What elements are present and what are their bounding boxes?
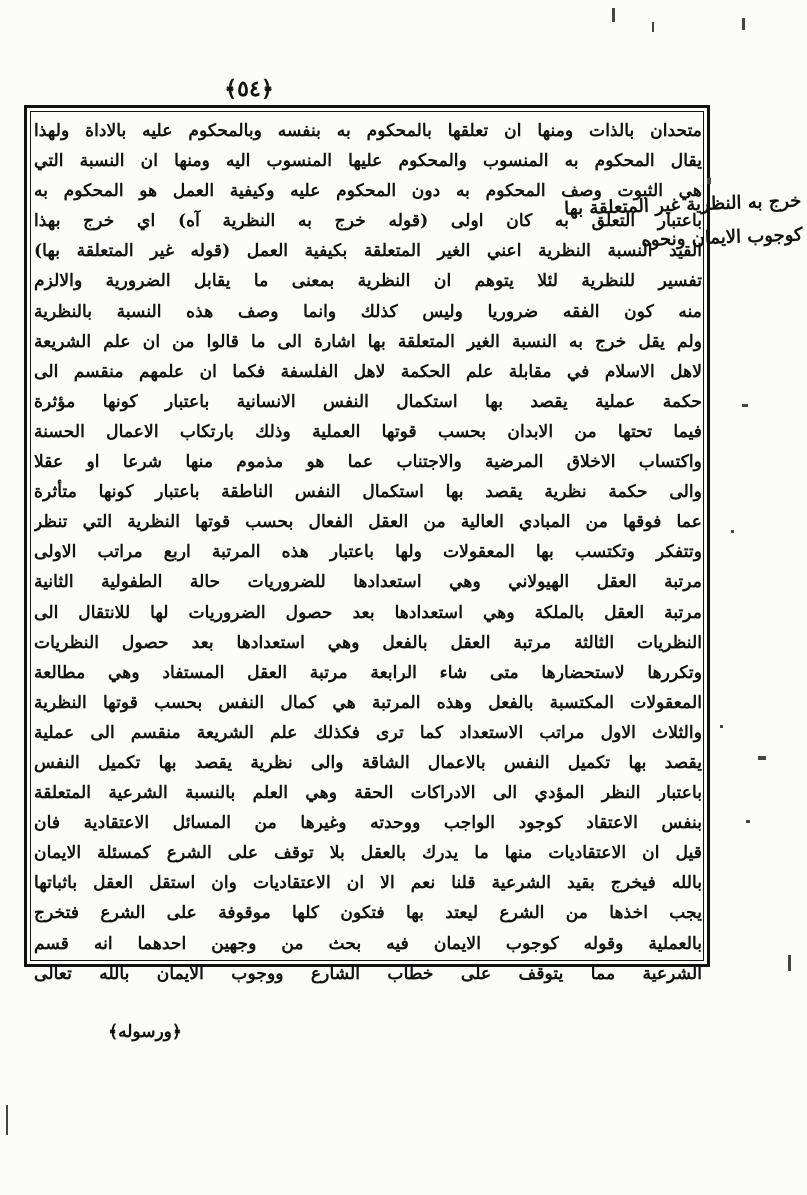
text-line: فيما تحتها من الابدان بحسب قوتها العملية وذلك بارتكاب الاعمال الحسنة [34, 421, 702, 442]
page-number: ﴿٥٤﴾ [224, 76, 274, 102]
text-line: يقال المحكوم به المنسوب والمحكوم عليها المنسوب اليه ومنها ان النسبة التي [34, 151, 702, 172]
catchword: ﴿ورسوله﴾ [108, 1022, 182, 1042]
scan-speck [731, 530, 734, 533]
text-line: تفسير للنظرية لئلا يتوهم ان النظرية بمعنى ما يقابل الضرورية والالزم [34, 271, 702, 292]
text-line: منه كون الفقه ضروريا وليس كذلك وانما وصف هذه النسبة بالنظرية [34, 301, 702, 322]
scan-speck [6, 1105, 8, 1135]
text-line: وتتفكر وتكتسب بها المعقولات ولها باعتبار هذه المرتبة اربع مراتب الاولى [34, 542, 702, 563]
margin-note [563, 184, 803, 259]
text-line: واكتساب الاخلاق المرضية والاجتناب عما هو مذموم منها شرعا او عقلا [34, 452, 702, 473]
text-line: باعتبار التعلق به كان اولى (قوله خرج به النظرية آه) اي خرج بهذا [34, 211, 702, 232]
text-line: والى حكمة نظرية يقصد بها استكمال النفس الناطقة باعتبار كونها متأثرة [34, 482, 702, 503]
scan-speck [707, 178, 711, 184]
text-line: بالله فيخرج بقيد الشرعية قلنا نعم الا ان الاعتقاديات وان استقل العقل باثباتها [34, 873, 702, 894]
text-line: عما فوقها من المبادي العالية من العقل الفعال بحسب قوتها النظرية التي تنظر [34, 512, 702, 533]
margin-note-line: خرج به النظرية غير المتعلقة بها [563, 190, 802, 220]
margin-note-line: كوجوب الايمان ونحوه [641, 224, 803, 251]
text-line: هي الثبوت وصف المحكوم به دون المحكوم عليه وكيفية العمل هو المحكوم به [34, 181, 702, 202]
text-line: حكمة عملية يقصد بها استكمال النفس الانسانية باعتبار كونها مؤثرة [34, 391, 702, 412]
text-line: يجب اخذها من الشرع ليعتد بها فتكون كلها موقوفة على الشرع فتخرج [34, 903, 702, 924]
text-line: باعتبار النظر المؤدي الى الادراكات الحقة وهي العلم بالنسبة الشرعية المتعلقة [34, 783, 702, 804]
text-line: النظريات الثالثة مرتبة العقل بالفعل وهي استعدادها بعد حصول النظريات [34, 632, 702, 653]
scan-speck [720, 725, 723, 728]
scan-speck [612, 8, 615, 22]
text-line: مرتبة العقل الهيولاني وهي استعدادها للضروريات حالة الطفولية الثانية [34, 572, 702, 593]
text-line: متحدان بالذات ومنها ان تعلقها بالمحكوم به بنفسه وبالمحكوم عليه بالاداة ولهذا [34, 121, 702, 141]
text-line: بنفس الاعتقاد كوجود الواجب ووحدته وغيرها من المسائل الاعتقادية فان [34, 813, 702, 834]
text-line: والثلاث الاول مراتب الاستعداد كما ترى فكذلك علم الشريعة منقسم الى عملية [34, 722, 702, 743]
scan-speck [652, 22, 654, 32]
text-line: ولم يقل خرج به النسبة الغير المتعلقة بها اشارة الى ما قالوا من ان علم الشريعة [34, 331, 702, 352]
text-line: يقصد بها تكميل النفس بالاعمال الشاقة والى نظرية يقصد بها تكميل النفس [34, 752, 702, 773]
text-line: لاهل الاسلام في مقابلة علم الحكمة لاهل الفلسفة فكما ان علمهم منقسم الى [34, 361, 702, 382]
scan-speck [758, 756, 766, 760]
scan-speck [742, 18, 745, 30]
text-line: المعقولات المكتسبة بالفعل وهذه المرتبة هي كمال النفس بحسب قوتها النظرية [34, 692, 702, 713]
text-line: مرتبة العقل بالملكة وهي استعدادها بعد حصول الضروريات لها للانتقال الى [34, 602, 702, 623]
text-line: قيل ان الاعتقاديات منها ما يدرك بالعقل بلا توقف على الشرع كمسئلة الايمان [34, 843, 702, 864]
scan-speck [746, 820, 750, 823]
text-line: بالعملية وقوله كوجوب الايمان فيه بحث من وجهين احدهما انه قسم [34, 933, 702, 954]
scan-speck [788, 955, 791, 971]
text-line: وتكررها لاستحضارها متى شاء الرابعة مرتبة العقل المستفاد وهي مطالعة [34, 662, 702, 683]
text-line: القيد النسبة النظرية اعني الغير المتعلقة بكيفية العمل (قوله غير المتعلقة بها) [34, 241, 702, 262]
scan-speck [742, 404, 748, 407]
text-line: الشرعية مما يتوقف على خطاب الشارع ووجوب الايمان بالله تعالى [34, 963, 702, 984]
